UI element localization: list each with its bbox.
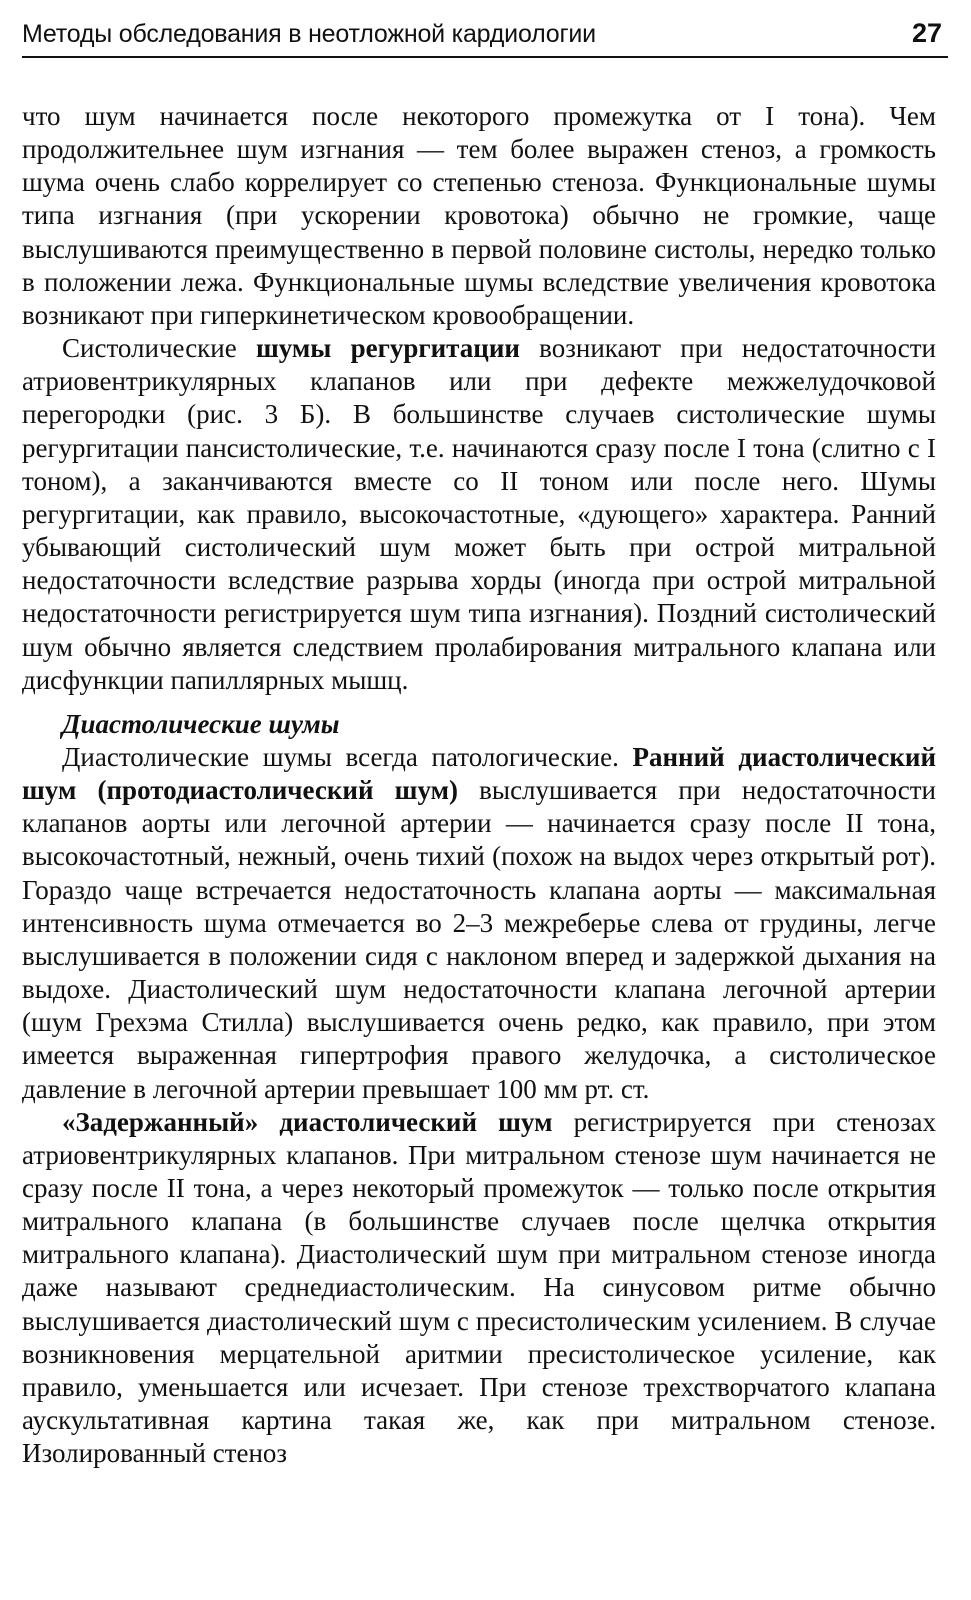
paragraph-delayed-diastolic	[22, 1106, 936, 1471]
bold-term: шумы регургитации	[255, 333, 520, 364]
page-number: 27	[911, 18, 942, 48]
paragraph-text: возникают при недостаточности атриовентрикулярных клапанов или при дефекте межжелудочковой перегородки (рис. 3 Б). В большинстве случаев систолические шумы регургитации пансистолические, т.е. начинаются сразу после I тона (слитно с I тоном), а заканчиваются вместе со II тоном или после него. Шумы регургитации, как правило, высокочастотные, «дующего» характера. Ранний убывающий систолический шум может быть при острой митральной недостаточности вследствие разрыва хорды (иногда при острой митральной недостаточности регистрируется шум типа изгнания). Поздний систолический шум обычно является следствием пролабирования митрального клапана или дисфункции папиллярных мышц.	[22, 333, 936, 695]
main-text	[22, 100, 936, 1470]
paragraph-early-diastolic	[22, 741, 936, 1106]
chapter-title: Методы обследования в неотложной кардиологии	[22, 20, 596, 48]
paragraph-text: регистрируется при стенозах атриовентрикулярных клапанов. При митральном стенозе шум начинается не сразу после II тона, а через некоторый промежуток — только после открытия митрального клапана (в большинстве случаев после щелчка открытия митрального клапана). Диастолический шум при митральном стенозе иногда даже называют среднедиастолическим. На синусовом ритме обычно выслушивается диастолический шум с пресистолическим усилением. В случае возникновения мерцательной аритмии пресистолическое усиление, как правило, уменьшается или исчезает. При стенозе трехстворчатого клапана аускультативная картина такая же, как при митральном стенозе. Изолированный стеноз	[22, 1106, 937, 1469]
running-header	[22, 16, 948, 58]
paragraph-text: выслушивается при недостаточности клапанов аорты или легочной артерии — начинается сразу после II тона, высокочастотный, нежный, очень тихий (похож на выдох через открытый рот). Гораздо чаще встречается недостаточность клапана аорты — максимальная интенсивность шума отмечается во 2–3 межреберье слева от грудины, легче выслушивается в положении сидя с наклоном вперед и задержкой дыхания на выдохе. Диастолический шум недостаточности клапана легочной артерии (шум Грехэма Стилла) выслушивается очень редко, как правило, при этом имеется выраженная гипертрофия правого желудочка, а систолическое давление в легочной артерии превышает 100 мм рт. ст.	[22, 775, 936, 1104]
section-heading: Диастолические шумы	[62, 708, 340, 739]
bold-term: «Задержанный» диастолический шум	[62, 1106, 553, 1137]
bold-term: Ранний диастолический шум (протодиастолический шум)	[22, 741, 937, 806]
paragraph-regurgitation	[22, 332, 936, 697]
paragraph-continuation	[22, 100, 936, 332]
paragraph-text: Систолические	[62, 333, 256, 364]
paragraph-text: Диастолические шумы всегда патологические.	[62, 741, 633, 772]
paragraph-text: что шум начинается после некоторого промежутка от I тона). Чем продолжительнее шум изгнания — тем более выражен стеноз, а громкость шума очень слабо коррелирует со степенью стеноза. Функциональные шумы типа изгнания (при ускорении кровотока) обычно не громкие, чаще выслушиваются преимущественно в первой половине систолы, нередко только в положении лежа. Функциональные шумы вследствие увеличения кровотока возникают при гиперкинетическом кровообращении.	[22, 101, 936, 330]
